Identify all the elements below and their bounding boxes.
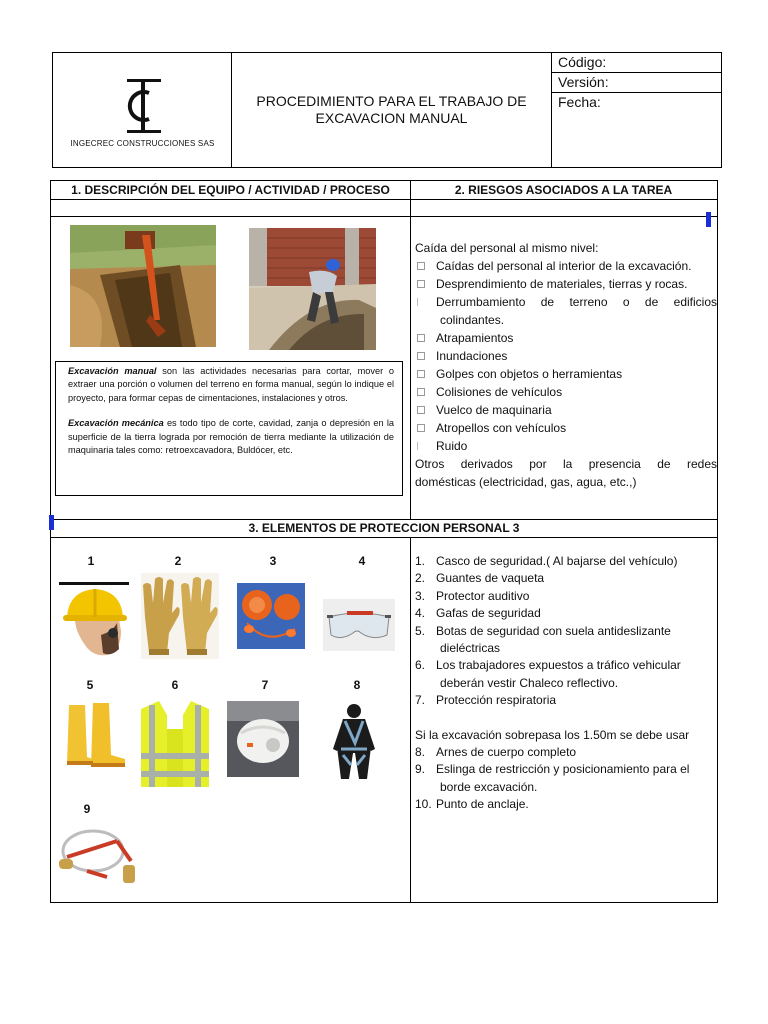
fecha-field: Fecha: xyxy=(558,94,601,110)
gloves-icon xyxy=(139,573,221,659)
checkbox-icon xyxy=(417,334,425,342)
vest-icon xyxy=(137,699,213,789)
ppe-number: 6 xyxy=(171,678,179,692)
risk-item: Derrumbamiento de terreno o de edificios colindantes. xyxy=(415,293,717,329)
lanyard-icon xyxy=(57,821,139,891)
ppe-list-item: 7. Protección respiratoria xyxy=(415,693,557,708)
checkbox-icon xyxy=(417,370,425,378)
ppe-list-item: 1. Casco de seguridad.( Al bajarse del vehículo) xyxy=(415,554,678,568)
version-field: Versión: xyxy=(552,73,721,93)
risk-item: Golpes con objetos o herramientas xyxy=(415,365,717,383)
section-2-heading: 2. RIESGOS ASOCIADOS A LA TAREA xyxy=(454,183,673,197)
logo-ic-icon xyxy=(119,77,167,135)
risk-item: Atropellos con vehículos xyxy=(415,419,717,437)
ppe-number: 7 xyxy=(261,678,269,692)
ppe-list-item: 10. Punto de anclaje. xyxy=(415,797,529,812)
codigo-field: Código: xyxy=(552,53,721,73)
risk-item: Colisiones de vehículos xyxy=(415,383,717,401)
ppe-list-item: 6. Los trabajadores expuestos a tráfico vehicular xyxy=(415,658,681,673)
ppe-list-continuation: dieléctricas xyxy=(440,641,501,656)
ppe-list-item: 2. Guantes de vaqueta xyxy=(415,571,545,586)
earplugs-icon xyxy=(237,583,305,649)
ppe-number: 9 xyxy=(83,802,91,816)
risk-intro: Caída del personal al mismo nivel: xyxy=(415,241,599,255)
ppe-number: 2 xyxy=(174,554,182,568)
ppe-list-item: 5. Botas de seguridad con suela antideslizante xyxy=(415,623,671,638)
ppe-number: 8 xyxy=(353,678,361,692)
ppe-list-continuation: borde excavación. xyxy=(440,779,538,794)
section-1-heading: 1. DESCRIPCIÓN DEL EQUIPO / ACTIVIDAD / PROCESO xyxy=(71,183,390,197)
risk-item: Inundaciones xyxy=(415,347,717,365)
ppe-number: 1 xyxy=(87,554,95,568)
divider xyxy=(51,537,717,538)
ppe-list-item: 8. Arnes de cuerpo completo xyxy=(415,745,577,760)
procedure-table xyxy=(50,180,718,903)
worker-trench-photo xyxy=(249,228,376,350)
harness-icon xyxy=(329,703,379,781)
marker-icon xyxy=(706,212,711,227)
document-meta xyxy=(552,53,721,167)
checkbox-icon xyxy=(417,388,425,396)
term-manual: Excavación manual xyxy=(68,366,157,376)
risk-item: Atrapamientos xyxy=(415,329,717,347)
respirator-icon xyxy=(227,701,299,777)
risk-outro-2: domésticas (electricidad, gas, agua, etc.,) xyxy=(415,475,637,489)
goggles-icon xyxy=(323,599,395,651)
ppe-list-continuation: deberán vestir Chaleco reflectivo. xyxy=(440,675,619,690)
ppe-list-item: 9. Eslinga de restricción y posicionamiento para el xyxy=(415,762,690,777)
mechanical-excavation-paragraph xyxy=(68,417,394,457)
divider xyxy=(410,181,411,519)
section-3-heading: 3. ELEMENTOS DE PROTECCION PERSONAL 3 xyxy=(248,521,520,535)
checkbox-icon xyxy=(417,280,425,288)
divider xyxy=(51,216,717,217)
description-box xyxy=(55,361,403,496)
risk-item: Vuelco de maquinaria xyxy=(415,401,717,419)
bar-icon xyxy=(417,442,425,450)
document-header xyxy=(52,52,722,168)
ppe-number: 5 xyxy=(86,678,94,692)
checkbox-icon xyxy=(417,262,425,270)
checkbox-icon xyxy=(417,406,425,414)
document-title xyxy=(232,53,552,167)
risk-item: Desprendimiento de materiales, tierras y rocas. xyxy=(415,275,717,293)
title-line-1: PROCEDIMIENTO PARA EL TRABAJO DE xyxy=(256,93,527,109)
logo-cell xyxy=(53,53,232,167)
ppe-number: 3 xyxy=(269,554,277,568)
mechanical-text: es todo tipo de corte, cavidad, zanja o depresión en la superficie de la tierra lograda por remoción de tierra mediante la utilización de maquinaria tales como: retroexcavadora, Buldócer, etc. xyxy=(68,418,394,456)
bar-icon xyxy=(417,298,425,306)
boots-icon xyxy=(63,701,129,769)
ppe-list-item: 3. Protector auditivo xyxy=(415,588,530,603)
ppe-list-item: 4. Gafas de seguridad xyxy=(415,606,541,621)
ppe-note: Si la excavación sobrepasa los 1.50m se debe usar xyxy=(415,727,690,742)
ppe-number: 4 xyxy=(358,554,366,568)
helmet-icon xyxy=(59,579,129,659)
risk-item: Ruido xyxy=(415,437,717,455)
risk-item: Caídas del personal al interior de la excavación. xyxy=(415,257,717,275)
trench-excavator-photo xyxy=(70,225,216,347)
manual-text: son las actividades necesarias para cortar, mover o extraer una porción o volumen del terreno en forma manual, según lo indique el proyecto, para formar cepas de cimentaciones, instalaciones y otros. xyxy=(68,366,394,403)
company-name: INGECREC CONSTRUCCIONES SAS xyxy=(70,139,215,148)
manual-excavation-paragraph xyxy=(68,365,394,405)
risk-list xyxy=(415,239,717,491)
title-line-2: EXCAVACION MANUAL xyxy=(315,110,468,126)
ppe-list xyxy=(415,553,717,814)
divider xyxy=(51,199,717,200)
checkbox-icon xyxy=(417,352,425,360)
checkbox-icon xyxy=(417,424,425,432)
risk-outro-1: Otros derivados por la presencia de redes xyxy=(415,457,717,471)
term-mechanical: Excavación mecánica xyxy=(68,418,164,429)
divider xyxy=(410,537,411,903)
